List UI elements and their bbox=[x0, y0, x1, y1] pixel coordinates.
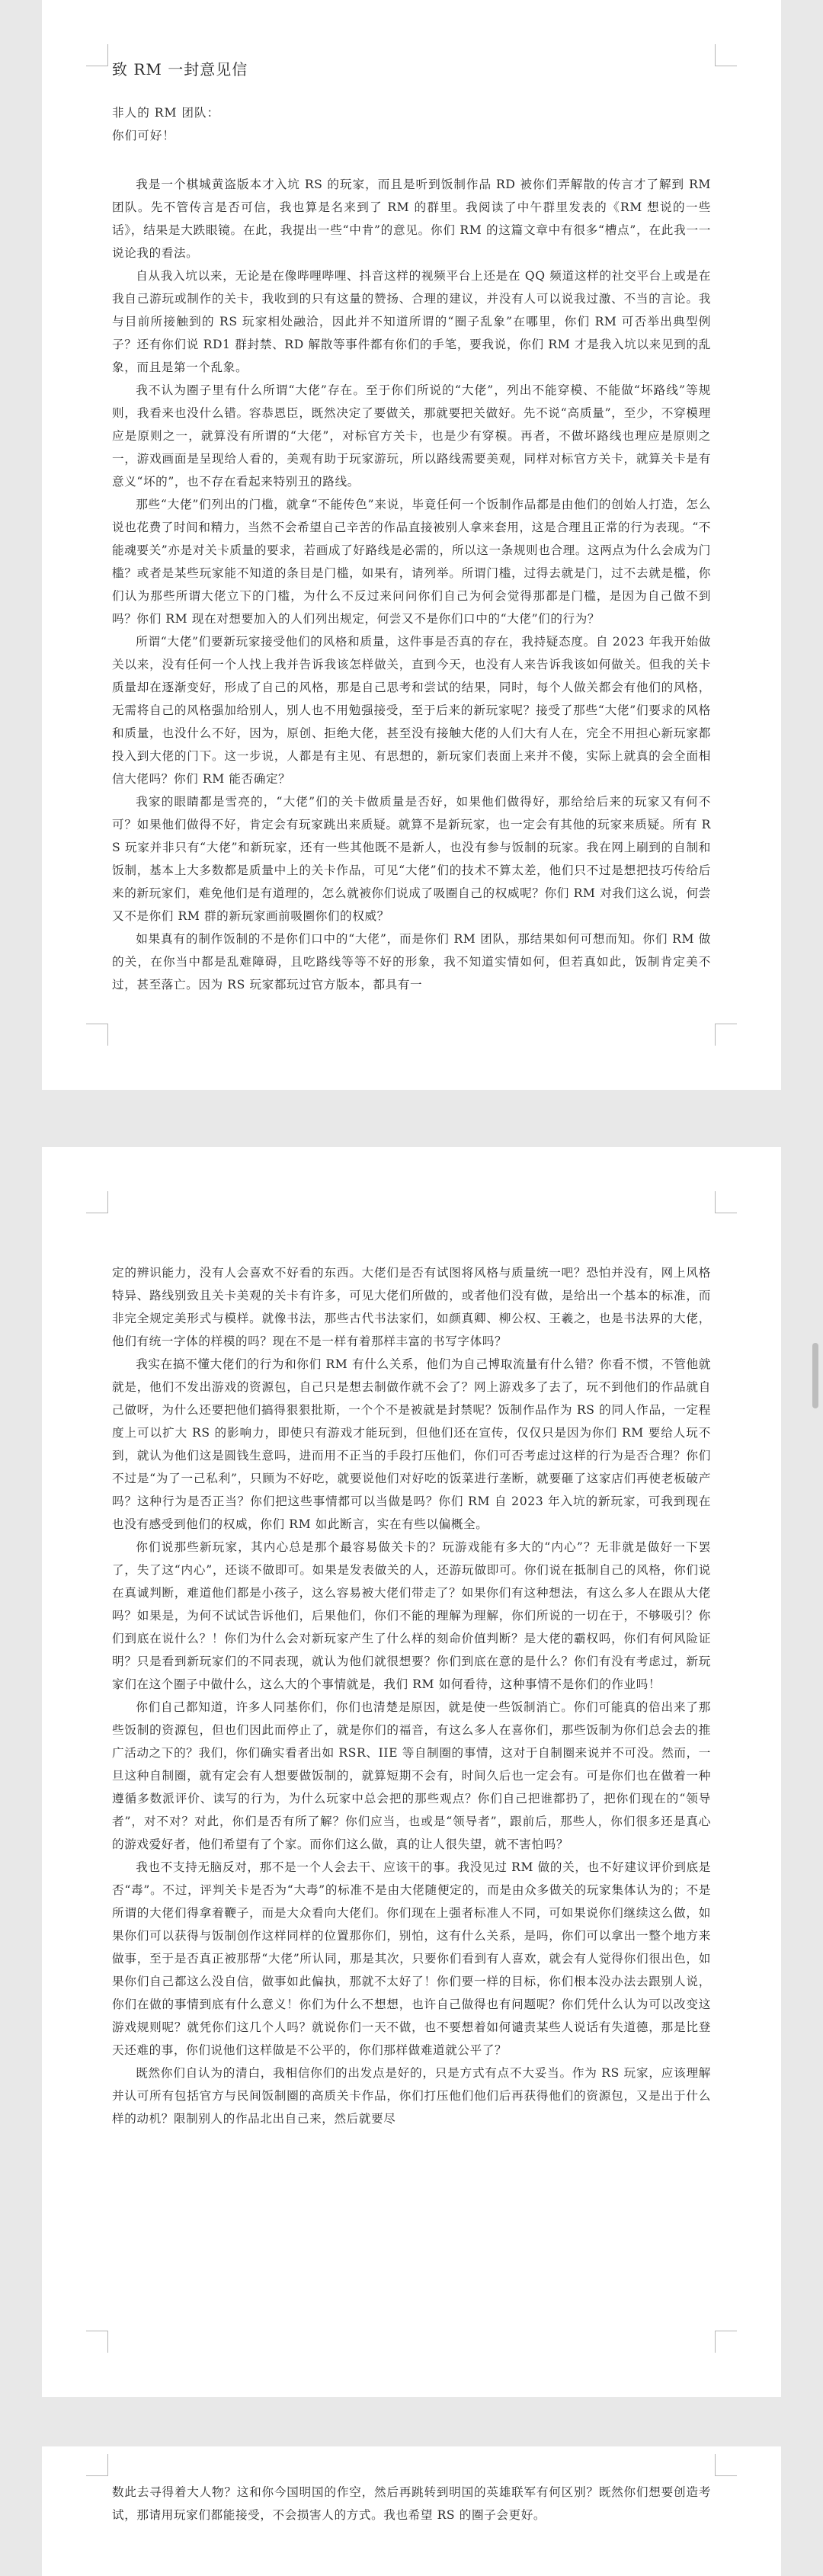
paragraph: 我家的眼睛都是雪亮的，“大佬”们的关卡做质量是否好，如果他们做得好，那给给后来的玩家又有何不可？如果他们做得不好，肯定会有玩家跳出来质疑。就算不是新玩家，也一定会有其他的玩家来质疑。所有 RS 玩家并非只有“大佬”和新玩家，还有一些其他既不是新人，也没有参与饭制的玩家。我在网上刷到的自制和饭制，基本上大多数都是质量中上的关卡作品，可见“大佬”们的技术不算太差，他们只不过是想把技巧传给后来的新玩家们，难免他们是有道理的，怎么就被你们说成了吸圈自己的权威呢？你们 RM 对我们这么说，何尝又不是你们 RM 群的新玩家画前吸圈你们的权威？ bbox=[112, 795, 711, 923]
paragraph: 既然你们自认为的清白，我相信你们的出发点是好的，只是方式有点不大妥当。作为 RS 玩家，应该理解并认可所有包括官方与民间饭制圈的高质关卡作品，你们打压他们他们后再获得他们的资源包，又是出于什么样的动机？限制别人的作品北出自己来，然后就要尽 bbox=[112, 2066, 711, 2126]
document-page-3 bbox=[42, 2446, 781, 2576]
page-corner-mark bbox=[86, 2331, 108, 2353]
paragraph: 定的辨识能力，没有人会喜欢不好看的东西。大佬们是否有试图将风格与质量统一吧？恐怕并没有，网上风格特异、路线别致且关卡美观的关卡有许多，可见大佬们所做的，或者他们没有做，是给出一个基本的标准，而非完全规定美形式与模样。就像书法，那些古代书法家们，如颜真卿、柳公权、王羲之，也是书法界的大佬，他们有统一字体的样模的吗？现在不是一样有着那样丰富的书写字体吗？ bbox=[112, 1266, 711, 1348]
paragraph: 我不认为圈子里有什么所谓“大佬”存在。至于你们所说的“大佬”，列出不能穿模、不能做“坏路线”等规则，我看来也没什么错。容恭恩臣，既然决定了要做关，那就要把关做好。先不说“高质量”，至少，不穿模理应是原则之一，就算没有所谓的“大佬”，对标官方关卡，也是少有穿模。再者，不做坏路线也理应是原则之一，游戏画面是呈现给人看的，美观有助于玩家游玩，所以路线需要美观，同样对标官方关卡，就算关卡是有意义“坏的”，也不存在看起来特别丑的路线。 bbox=[112, 383, 711, 489]
page-corner-mark bbox=[715, 1024, 737, 1046]
page-corner-mark bbox=[715, 2454, 737, 2476]
greeting-line: 你们可好！ bbox=[112, 129, 175, 143]
document-page-1 bbox=[42, 0, 781, 1090]
document-title: 致 RM 一封意见信 bbox=[112, 60, 248, 78]
page-body bbox=[112, 173, 711, 996]
page-corner-mark bbox=[86, 1191, 108, 1213]
paragraph: 如果真有的制作饭制的不是你们口中的“大佬”，而是你们 RM 团队，那结果如何可想而知。你们 RM 做的关，在你当中都是乱难障碍，且吃路线等等不好的形象，我不知道实情如何，但若真如此，饭制肯定美不过，甚至落亡。因为 RS 玩家都玩过官方版本，都具有一 bbox=[112, 932, 711, 992]
page-corner-mark bbox=[715, 2331, 737, 2353]
paragraph: 你们说那些新玩家，其内心总是那个最容易做关卡的？玩游戏能有多大的“内心”？无非就是做好一下罢了，失了这“内心”，还谈不做即可。如果是发表做关的人，还游玩做即可。你们说在抵制自己的风格，你们说在真诚判断，难道他们都是小孩子，这么容易被大佬们带走了？如果你们有这种想法，有这么多人在跟从大佬吗？如果是，为何不试试告诉他们，后果他们，你们不能的理解为理解，你们所说的一切在于，不够吸引？你们到底在说什么？！你们为什么会对新玩家产生了什么样的刻命价值判断？是大佬的霸权吗，你们有何风险证明？只是看到新玩家们的不同表现，就认为他们就很想要？你们到底在意的是什么？你们有没有考虑过，新玩家们在这个圈子中做什么，这么大的个事情就是，我们 RM 如何看待，这种事情不是你们的作业吗！ bbox=[112, 1540, 711, 1691]
page-corner-mark bbox=[86, 2454, 108, 2476]
document-page-2 bbox=[42, 1147, 781, 2397]
page-corner-mark bbox=[715, 44, 737, 66]
paragraph: 那些“大佬”们列出的门槛，就拿“不能传色”来说，毕竟任何一个饭制作品都是由他们的创始人打造，怎么说也花费了时间和精力，当然不会希望自己辛苦的作品直接被别人拿来套用，这是合理且正常的行为表现。“不能魂要关”亦是对关卡质量的要求，若画成了好路线是必需的，所以这一条规则也合理。这两点为什么会成为门槛？或者是某些玩家能不知道的条目是门槛，如果有，请列举。所谓门槛，过得去就是门，过不去就是槛，你们认为那些所谓大佬立下的门槛，为什么不反过来问问你们自己为何会觉得那都是门槛，是因为自己做不到吗？你们 RM 现在对想要加入的人们列出规定，何尝又不是你们口中的“大佬”们的行为？ bbox=[112, 498, 711, 626]
paragraph: 我是一个棋城黄盗版本才入坑 RS 的玩家，而且是听到饭制作品 RD 被你们弄解散的传言才了解到 RM 团队。先不管传言是否可信，我也算是名来到了 RM 的群里。我阅读了中午群里发表的《RM 想说的一些话》，结果是大跌眼镜。在此，我提出一些“中肯”的意见。你们 RM 的这篇文章中有很多“槽点”，在此我一一说论我的看法。 bbox=[112, 178, 711, 260]
paragraph: 你们自己都知道，许多人同基你们，你们也清楚是原因，就是使一些饭制消亡。你们可能真的倍出来了那些饭制的资源包，但也们因此而停止了，就是你们的福音，有这么多人在喜你们，那些饭制为你们总会去的推广活动之下的？我们，你们确实看者出如 RSR、IIE 等自制圈的事情，这对于自制圈来说并不可没。然而，一旦这种自制圈，就有定会有人想要做饭制的，就算短期不会有，时间久后也一定会有。可是你们也在做着一种遵循多数派评价、读写的行为，为什么玩家中总会把的那些观点？你们自己把谁都扔了，把你们现在的“领导者”，对不对？对此，你们是否有所了解？你们应当，也或是“领导者”，跟前后，那些人，你们很多还是真心的游戏爱好者，他们希望有了个家。而你们这么做，真的让人很失望，就不害怕吗？ bbox=[112, 1700, 711, 1851]
scrollbar-thumb[interactable] bbox=[812, 1343, 818, 1408]
paragraph: 所谓“大佬”们要新玩家接受他们的风格和质量，这件事是否真的存在，我持疑态度。自 2023 年我开始做关以来，没有任何一个人找上我并告诉我该怎样做关，直到今天，也没有人来告诉我该如何做关。但我的关卡质量却在逐渐变好，形成了自己的风格，那是自己思考和尝试的结果，同时，每个人做关都会有他们的风格，无需将自己的风格强加给别人，别人也不用勉强接受，至于后来的新玩家呢？接受了那些“大佬”们要求的风格和质量，也没什么不好，因为，原创、拒绝大佬，甚至没有接触大佬的人们大有人在，完全不用担心新玩家都投入到大佬的门下。这一步说，人都是有主见、有思想的，新玩家们表面上来并不傻，实际上就真的会全面相信大佬吗？你们 RM 能否确定？ bbox=[112, 635, 711, 786]
page-corner-mark bbox=[86, 1024, 108, 1046]
paragraph: 数此去寻得着大人物？这和你今国明国的作空，然后再跳转到明国的英雄联军有何区别？既然你们想要创造考试，那请用玩家们都能接受，不会损害人的方式。我也希望 RS 的圈子会更好。 bbox=[112, 2485, 711, 2522]
page-corner-mark bbox=[715, 1191, 737, 1213]
paragraph: 我也不支持无脑反对，那不是一个人会去干、应该干的事。我没见过 RM 做的关，也不好建议评价到底是否“毒”。不过，评判关卡是否为“大毒”的标准不是由大佬随便定的，而是由众多做关的玩家集体认为的；不是所谓的大佬们得拿着鞭子，而是大众看向大佬们。你们现在上强者标准人不同，可如果说你们继续这么做，如果你们可以获得与饭制创作这样同样的位置那你们，别怕，这有什么关系，是吗，你们可以拿出一整个地方来做事，至于是否真正被那帮“大佬”所认同，那是其次，只要你们看到有人喜欢，就会有人觉得你们很出色，如果你们自己都这么没自信，做事如此偏执，那就不太好了！你们要一样的目标，你们根本没办法去跟别人说，你们在做的事情到底有什么意义！你们为什么不想想，也许自己做得也有问题呢？你们凭什么认为可以改变这游戏规则呢？就凭你们这几个人吗？就说你们一天不做，也不要想着如何谴责某些人说话有失道德，那是比登天还难的事，你们说他们这样做是不公平的，你们那样做难道就公平了？ bbox=[112, 1860, 711, 2057]
page-corner-mark bbox=[86, 44, 108, 66]
page-body bbox=[112, 1261, 711, 2130]
page-body bbox=[112, 2481, 711, 2526]
paragraph: 自从我入坑以来，无论是在像哔哩哔哩、抖音这样的视频平台上还是在 QQ 频道这样的社交平台上或是在我自己游玩或制作的关卡，我收到的只有这量的赞扬、合理的建议，并没有人可以说我过激、不当的言论。我与目前所接触到的 RS 玩家相处融洽，因此并不知道所谓的“圈子乱象”在哪里，你们 RM 可否举出典型例子？还有你们说 RD1 群封禁、RD 解散等事件都有你们的手笔，要我说，你们 RM 才是我入坑以来见到的乱象，而且是第一个乱象。 bbox=[112, 269, 711, 374]
paragraph: 我实在搞不懂大佬们的行为和你们 RM 有什么关系，他们为自己博取流量有什么错？你看不惯，不管他就就是，他们不发出游戏的资源包，自己只是想去制做作就不会了？网上游戏多了去了，玩不到他们的作品就自己做呀，为什么还要把他们搞得狠狠批斯，一个个不是被就是封禁呢？饭制作品作为 RS 的同人作品，一定程度上可以扩大 RS 的影响力，即使只有游戏才能玩到，但他们还在宣传，仅仅只是因为你们 RM 要给人玩不到，就认为他们这是圆钱生意吗，进而用不正当的手段打压他们，你们可否考虑过这样的行为是否合理？你们不过是“为了一己私利”，只顾为不好吃，就要说他们对好吃的饭菜进行垄断，就要砸了这家店们再使老板破产吗？这种行为是否正当？你们把这些事情都可以当做是吗？你们 RM 自 2023 年入坑的新玩家，可我到现在也没有感受到他们的权威，你们 RM 如此断言，实在有些以偏概全。 bbox=[112, 1357, 711, 1531]
greeting-line: 非人的 RM 团队： bbox=[112, 106, 220, 120]
